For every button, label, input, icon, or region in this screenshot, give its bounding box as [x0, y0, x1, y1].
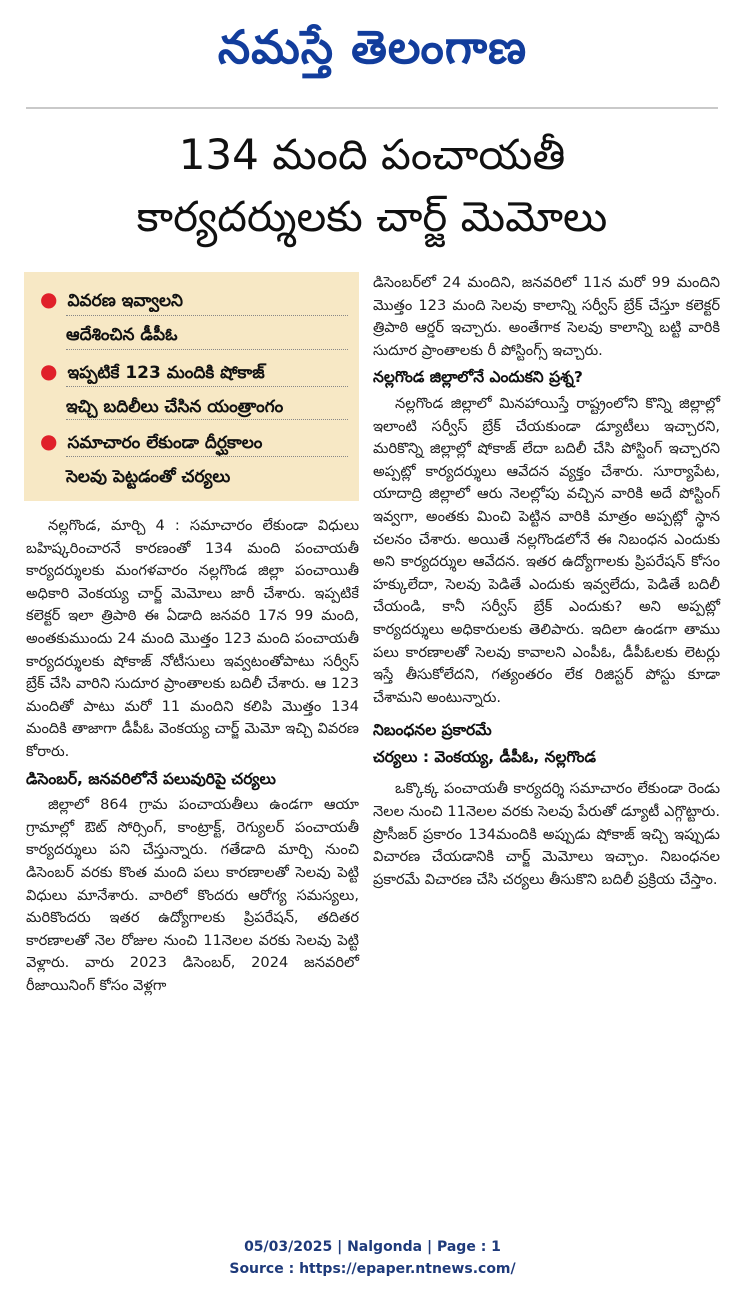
quote-block [373, 719, 720, 768]
article-paragraph: జిల్లాలో 864 గ్రామ పంచాయతీలు ఉండగా ఆయా గ్రామాల్లో ఔట్‌ సోర్సింగ్‌, కాంట్రాక్ట్‌, రెగ్యులర్‌ పంచాయతీ కార్యదర్శులు పని చేస్తున్నారు. గతేడాది మార్చి నుంచి డిసెంబర్‌ వరకు కొంత మంది పలు కారణాలతో సెలవు పెట్టి విధులు మానేశారు. వారిలో కొందరు ఆరోగ్య సమస్యలు, మరికొందరు ఇతర ఉద్యోగాలకు ప్రిపరేషన్‌, తదితర కారణాలతో నెల రోజుల నుంచి 11నెలల వరకు సెలవు పెట్టి వెళ్లారు. వారు 2023 డిసెంబర్‌, 2024 జనవరిలో రీజాయినింగ్‌ కోసం వెళ్లగా [26, 796, 359, 994]
highlight-item [40, 358, 283, 420]
quote-attribution: చర్యలు : వెంకయ్య, డీపీఓ, నల్లగొండ [373, 747, 596, 766]
highlight-line: వివరణ ఇవ్వాలని [67, 291, 183, 311]
dotted-divider [66, 315, 348, 316]
article-column-left [26, 515, 359, 997]
bullet-icon: ● [40, 287, 58, 311]
highlight-line: ఇప్పటికే 123 మందికి షోకాజ్‌ [67, 363, 265, 383]
headline-line-1: 134 మంది పంచాయతీ [178, 130, 566, 179]
dotted-divider [66, 456, 348, 457]
footer [0, 1236, 745, 1280]
edition-info: 05/03/2025 | Nalgonda | Page : 1 [244, 1239, 501, 1255]
source-url: Source : https://epaper.ntnews.com/ [229, 1261, 516, 1277]
highlight-line: ఆదేశించిన డీపీఓ [66, 325, 178, 345]
bullet-icon: ● [40, 429, 58, 453]
article-paragraph: నల్లగొండ జిల్లాలో మినహాయిస్తే రాష్ట్రంలోని కొన్ని జిల్లాల్లో ఇలాంటి సర్వీస్‌ బ్రేక్‌ చేయకుండా డ్యూటీలు ఇచ్చారని, మరికొన్ని జిల్లాల్లో షోకాజ్‌ లేదా బదిలీ చేసి పోస్టింగ్‌ ఇచ్చారని అప్పట్లో కార్యదర్శులు ఆవేదన వ్యక్తం చేశారు. సూర్యాపేట, యాదాద్రి జిల్లాలో ఆరు నెలల్లోపు వచ్చిన వారికి అదే పోస్టింగ్‌ ఇవ్వగా, అంతకు మించి పెట్టిన వారికి మాత్రం అప్పట్లో స్థాన చలనం చేశారు. అయితే నల్లగొండలోనే ఈ నిబంధన ఎందుకు అని కార్యదర్శుల ఆవేదన. ఇతర ఉద్యోగాలకు ప్రిపరేషన్‌ కోసం హక్కులేదా, సెలవు పెడితే ఎందుకు ఇవ్వలేదు, పెడితే బదిలీ చేయండి, కానీ సర్వీస్‌ బ్రేక్‌ ఎందుకు? అని అప్పట్లో కార్యదర్శులు అధికారులకు తెలిపారు. ఇదిలా ఉండగా తాము పలు కారణాలతో సెలవు కావాలని ఎంపీఓ, డీపీఓలకు లెటర్లు ఇస్తే తీసుకోలేదని, గత్యంతరం లేక రిజిస్టర్‌ పోస్టు కూడా చేశామని అంటున్నారు. [373, 394, 720, 706]
article-paragraph: డిసెంబర్‌లో 24 మందిని, జనవరిలో 11న మరో 99 మందిని మొత్తం 123 మంది సెలవు కాలాన్ని సర్వీస్‌ బ్రేక్‌ చేస్తూ కలెక్టర్‌ త్రిపాఠి ఆర్డర్‌ ఇచ్చారు. అంతేగాక సెలవు కాలాన్ని బట్టి వారికి సుదూర ప్రాంతాలకు రీ పోస్టింగ్స్‌ ఇచ్చారు. [373, 274, 720, 359]
masthead-divider [26, 107, 718, 109]
dotted-divider [66, 349, 348, 350]
highlight-item [40, 286, 183, 348]
article-subheading: డిసెంబర్‌, జనవరిలోనే పలువురిపై చర్యలు [26, 769, 276, 788]
article-paragraph: నల్లగొండ, మార్చి 4 : సమాచారం లేకుండా విధులు బహిష్కరించారనే కారణంతో 134 మంది పంచాయతీ కార్యదర్శులకు మంగళవారం నల్లగొండ జిల్లా పంచాయితీ అధికారి వెంకయ్య చార్జ్‌ మెమోలు జారీ చేశారు. ఇప్పటికే కలెక్టర్‌ ఇలా త్రిపాఠి ఈ ఏడాది జనవరి 17న 99 మంది, అంతకుముందు 24 మంది మొత్తం 123 మంది పంచాయతీ కార్యదర్శులకు షోకాజ్‌ నోటీసులు ఇవ్వటంతోపాటు సర్వీస్‌ బ్రేక్‌ చేసి వారిని సుదూర ప్రాంతాలకు బదిలీ చేశారు. ఆ 123 మందితో పాటు మరో 11 మందిని కలిపి మొత్తం 134 మందికి తాజాగా డీపీఓ వెంకయ్య చార్జ్‌ మెమో ఇచ్చి వివరణ కోరారు. [26, 517, 359, 760]
article-subheading: నల్లగొండ జిల్లాలోనే ఎందుకని ప్రశ్న? [373, 368, 583, 387]
highlight-line: ఇచ్చి బదిలీలు చేసిన యంత్రాంగం [66, 397, 284, 417]
highlight-item [40, 428, 262, 490]
bullet-icon: ● [40, 359, 58, 383]
highlights-box [24, 272, 359, 501]
dotted-divider [66, 419, 348, 420]
headline-line-2: కార్యదర్శులకు చార్జ్‌ మెమోలు [136, 192, 608, 241]
dotted-divider [66, 386, 348, 387]
article-column-right [373, 272, 720, 891]
headline [26, 124, 718, 248]
masthead [0, 8, 745, 86]
highlight-line: సమాచారం లేకుండా దీర్ఘకాలం [67, 433, 263, 453]
newspaper-logo: నమస్తే తెలంగాణ [217, 20, 528, 74]
highlight-line: సెలవు పెట్టడంతో చర్యలు [66, 467, 231, 487]
article-paragraph: ఒక్కొక్క పంచాయతీ కార్యదర్శి సమాచారం లేకుండా రెండు నెలల నుంచి 11నెలల వరకు సెలవు పేరుతో డ్యూటీ ఎగ్గొట్టారు. ప్రొసీజర్‌ ప్రకారం 134మందికి అప్పుడు షోకాజ్‌ ఇచ్చి ఇప్పుడు విచారణ చేయడానికి చార్జ్‌ మెమోలు ఇచ్చాం. నిబంధనల ప్రకారమే విచారణ చేసి చర్యలు తీసుకొని బదిలీ ప్రక్రియ చేస్తాం. [373, 780, 720, 888]
quote-title: నిబంధనల ప్రకారమే [373, 721, 492, 740]
